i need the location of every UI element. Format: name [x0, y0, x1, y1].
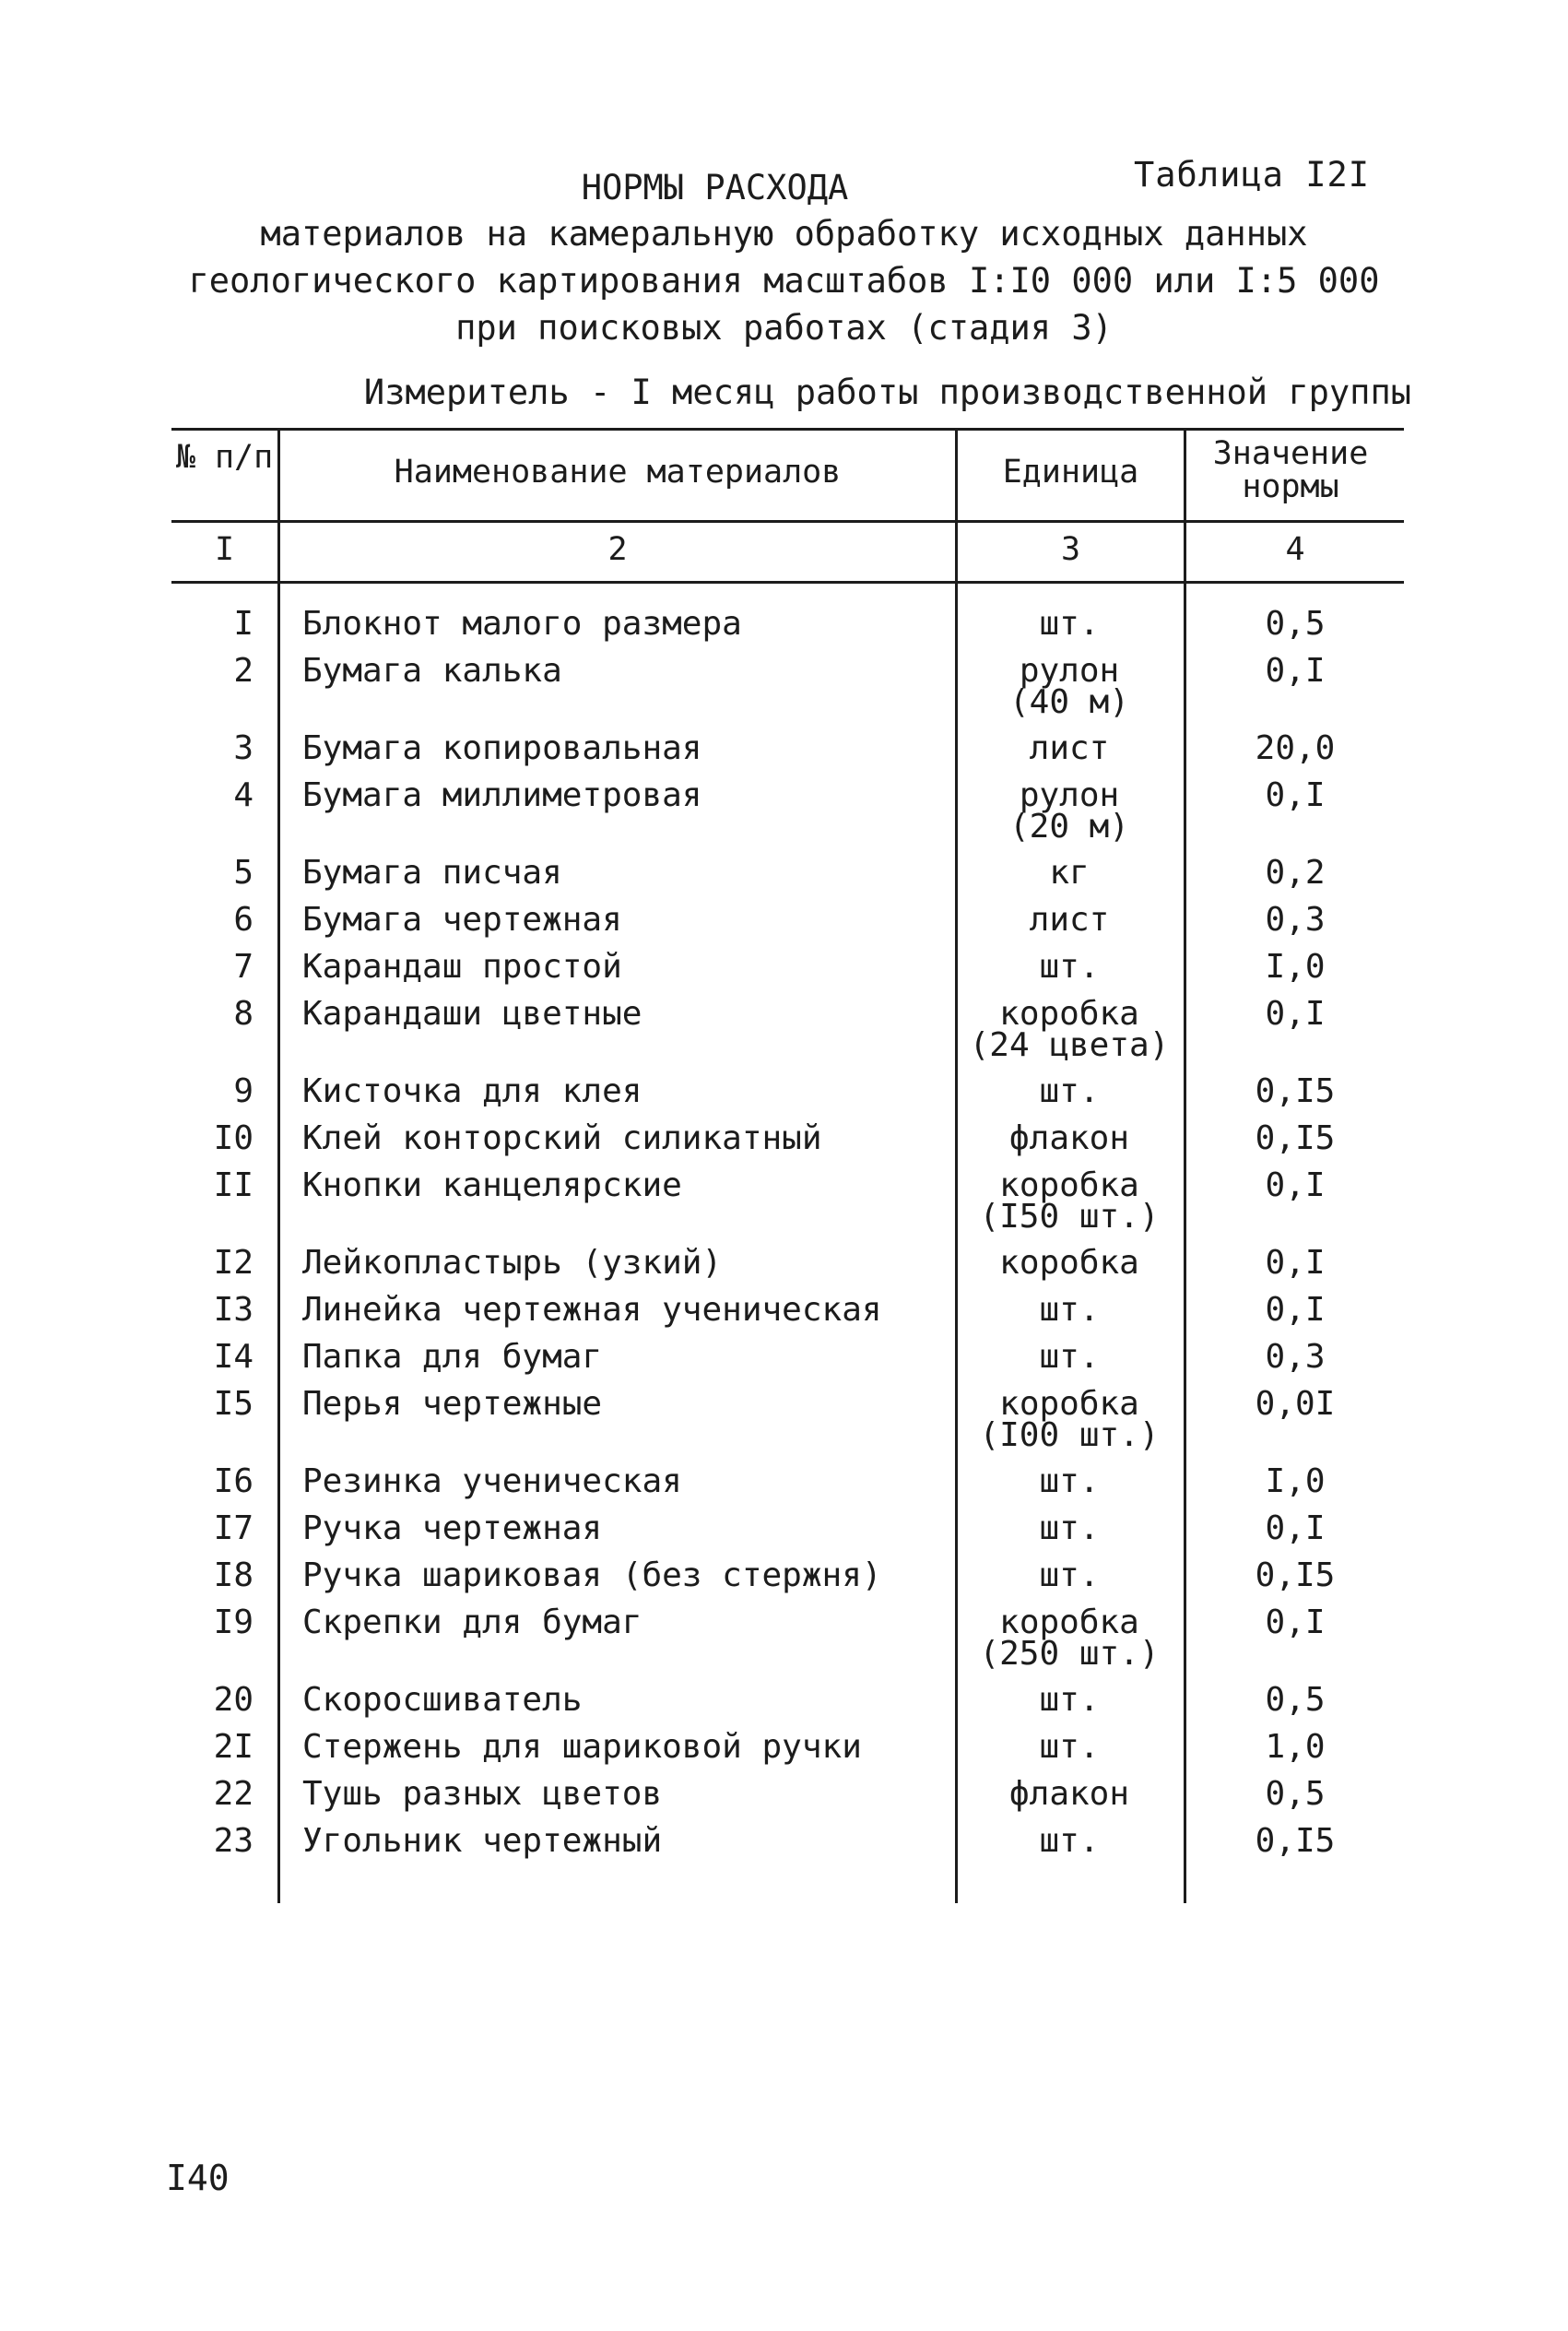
unit-of-measure: рулон (40 м) — [1008, 652, 1130, 721]
material-name: Блокнот малого размера — [302, 605, 742, 643]
norm-value: 0,I — [1265, 652, 1326, 690]
norm-value: 0,5 — [1265, 1775, 1326, 1813]
unit-of-measure: коробка (250 шт.) — [979, 1603, 1160, 1673]
unit-of-measure: коробка (I50 шт.) — [979, 1166, 1160, 1236]
material-name: Клей конторский силикатный — [302, 1119, 822, 1157]
material-name: Резинка ученическая — [302, 1462, 682, 1500]
row-number: I — [233, 605, 253, 643]
row-number: 20 — [213, 1681, 253, 1719]
unit-of-measure: флакон — [1008, 1119, 1130, 1157]
row-number: 5 — [233, 854, 253, 892]
subtitle-line-3: при поисковых работах (стадия 3) — [455, 308, 1113, 348]
norm-value: 0,I — [1265, 1166, 1326, 1204]
material-name: Тушь разных цветов — [302, 1775, 663, 1813]
norm-value: 0,I5 — [1255, 1822, 1336, 1860]
unit-of-measure: шт. — [1039, 1462, 1100, 1500]
material-name: Карандаш простой — [302, 948, 622, 986]
table-number-label: Таблица I2I — [1134, 155, 1371, 195]
row-number: I6 — [213, 1462, 253, 1500]
norm-value: 0,I5 — [1255, 1119, 1336, 1157]
row-number: I4 — [213, 1338, 253, 1376]
norm-value: 0,0I — [1255, 1385, 1336, 1423]
row-number: 4 — [233, 776, 253, 814]
row-number: 22 — [213, 1775, 253, 1813]
unit-of-measure: флакон — [1008, 1775, 1130, 1813]
column-numbers-rule — [171, 581, 1404, 584]
unit-of-measure: лист — [1029, 729, 1110, 767]
norm-value: 0,I — [1265, 1291, 1326, 1329]
document-title: НОРМЫ РАСХОДА — [581, 168, 849, 207]
norm-value: 0,I — [1265, 776, 1326, 814]
norm-value: 0,I — [1265, 1509, 1326, 1547]
column-header-value: Значение нормы — [1212, 435, 1369, 505]
row-number: I3 — [213, 1291, 253, 1329]
column-divider-2 — [955, 428, 958, 1903]
row-number: 2I — [213, 1728, 253, 1766]
norm-value: I,0 — [1265, 1462, 1326, 1500]
column-header-unit: Единица — [1002, 454, 1139, 491]
material-name: Карандаши цветные — [302, 995, 643, 1033]
column-number-1: I — [214, 531, 235, 568]
row-number: 6 — [233, 901, 253, 939]
unit-of-measure: шт. — [1039, 605, 1100, 643]
norm-value: 0,3 — [1265, 1338, 1326, 1376]
norm-value: 0,I5 — [1255, 1072, 1336, 1110]
norm-value: I,0 — [1265, 948, 1326, 986]
material-name: Перья чертежные — [302, 1385, 603, 1423]
norm-value: 0,I5 — [1255, 1556, 1336, 1594]
table-top-rule — [171, 428, 1404, 431]
material-name: Линейка чертежная ученическая — [302, 1291, 882, 1329]
norm-value: 20,0 — [1255, 729, 1336, 767]
row-number: 9 — [233, 1072, 253, 1110]
column-header-name: Наименование материалов — [394, 454, 842, 491]
norm-value: 0,3 — [1265, 901, 1326, 939]
row-number: 23 — [213, 1822, 253, 1860]
header-bottom-rule — [171, 520, 1404, 523]
norm-value: 1,0 — [1265, 1728, 1326, 1766]
row-number: II — [213, 1166, 253, 1204]
unit-of-measure: коробка (I00 шт.) — [979, 1385, 1160, 1454]
unit-of-measure: коробка — [999, 1244, 1139, 1282]
material-name: Бумага миллиметровая — [302, 776, 702, 814]
material-name: Бумага калька — [302, 652, 562, 690]
measure-unit-note: Измеритель - I месяц работы производственной группы — [363, 373, 1411, 412]
unit-of-measure: шт. — [1039, 1728, 1100, 1766]
unit-of-measure: шт. — [1039, 1291, 1100, 1329]
material-name: Скрепки для бумаг — [302, 1603, 643, 1641]
material-name: Бумага копировальная — [302, 729, 702, 767]
material-name: Бумага чертежная — [302, 901, 622, 939]
unit-of-measure: рулон (20 м) — [1008, 776, 1130, 846]
material-name: Ручка чертежная — [302, 1509, 603, 1547]
material-name: Скоросшиватель — [302, 1681, 583, 1719]
material-name: Кисточка для клея — [302, 1072, 643, 1110]
column-number-2: 2 — [607, 531, 628, 568]
page-number: I40 — [166, 2158, 230, 2198]
material-name: Кнопки канцелярские — [302, 1166, 682, 1204]
column-divider-3 — [1184, 428, 1186, 1903]
norm-value: 0,I — [1265, 1244, 1326, 1282]
column-divider-1 — [277, 428, 280, 1903]
row-number: I0 — [213, 1119, 253, 1157]
row-number: 2 — [233, 652, 253, 690]
row-number: I5 — [213, 1385, 253, 1423]
material-name: Стержень для шариковой ручки — [302, 1728, 862, 1766]
material-name: Угольник чертежный — [302, 1822, 663, 1860]
norm-value: 0,I — [1265, 995, 1326, 1033]
subtitle-line-1: материалов на камеральную обработку исходных данных — [260, 214, 1308, 254]
unit-of-measure: шт. — [1039, 1338, 1100, 1376]
material-name: Папка для бумаг — [302, 1338, 603, 1376]
unit-of-measure: кг — [1049, 854, 1090, 892]
unit-of-measure: шт. — [1039, 1556, 1100, 1594]
unit-of-measure: шт. — [1039, 1509, 1100, 1547]
row-number: I9 — [213, 1603, 253, 1641]
subtitle-line-2: геологического картирования масштабов I:I0 000 или I:5 000 — [188, 261, 1380, 301]
row-number: 3 — [233, 729, 253, 767]
row-number: 7 — [233, 948, 253, 986]
unit-of-measure: коробка (24 цвета) — [969, 995, 1170, 1064]
material-name: Ручка шариковая (без стержня) — [302, 1556, 882, 1594]
unit-of-measure: лист — [1029, 901, 1110, 939]
row-number: I8 — [213, 1556, 253, 1594]
norm-value: 0,5 — [1265, 1681, 1326, 1719]
norm-value: 0,2 — [1265, 854, 1326, 892]
unit-of-measure: шт. — [1039, 948, 1100, 986]
row-number: I2 — [213, 1244, 253, 1282]
material-name: Бумага писчая — [302, 854, 562, 892]
material-name: Лейкопластырь (узкий) — [302, 1244, 723, 1282]
unit-of-measure: шт. — [1039, 1681, 1100, 1719]
unit-of-measure: шт. — [1039, 1072, 1100, 1110]
norm-value: 0,I — [1265, 1603, 1326, 1641]
unit-of-measure: шт. — [1039, 1822, 1100, 1860]
column-number-4: 4 — [1285, 531, 1305, 568]
norm-value: 0,5 — [1265, 605, 1326, 643]
row-number: I7 — [213, 1509, 253, 1547]
column-header-number: № п/п — [175, 439, 274, 476]
column-number-3: 3 — [1060, 531, 1081, 568]
row-number: 8 — [233, 995, 253, 1033]
